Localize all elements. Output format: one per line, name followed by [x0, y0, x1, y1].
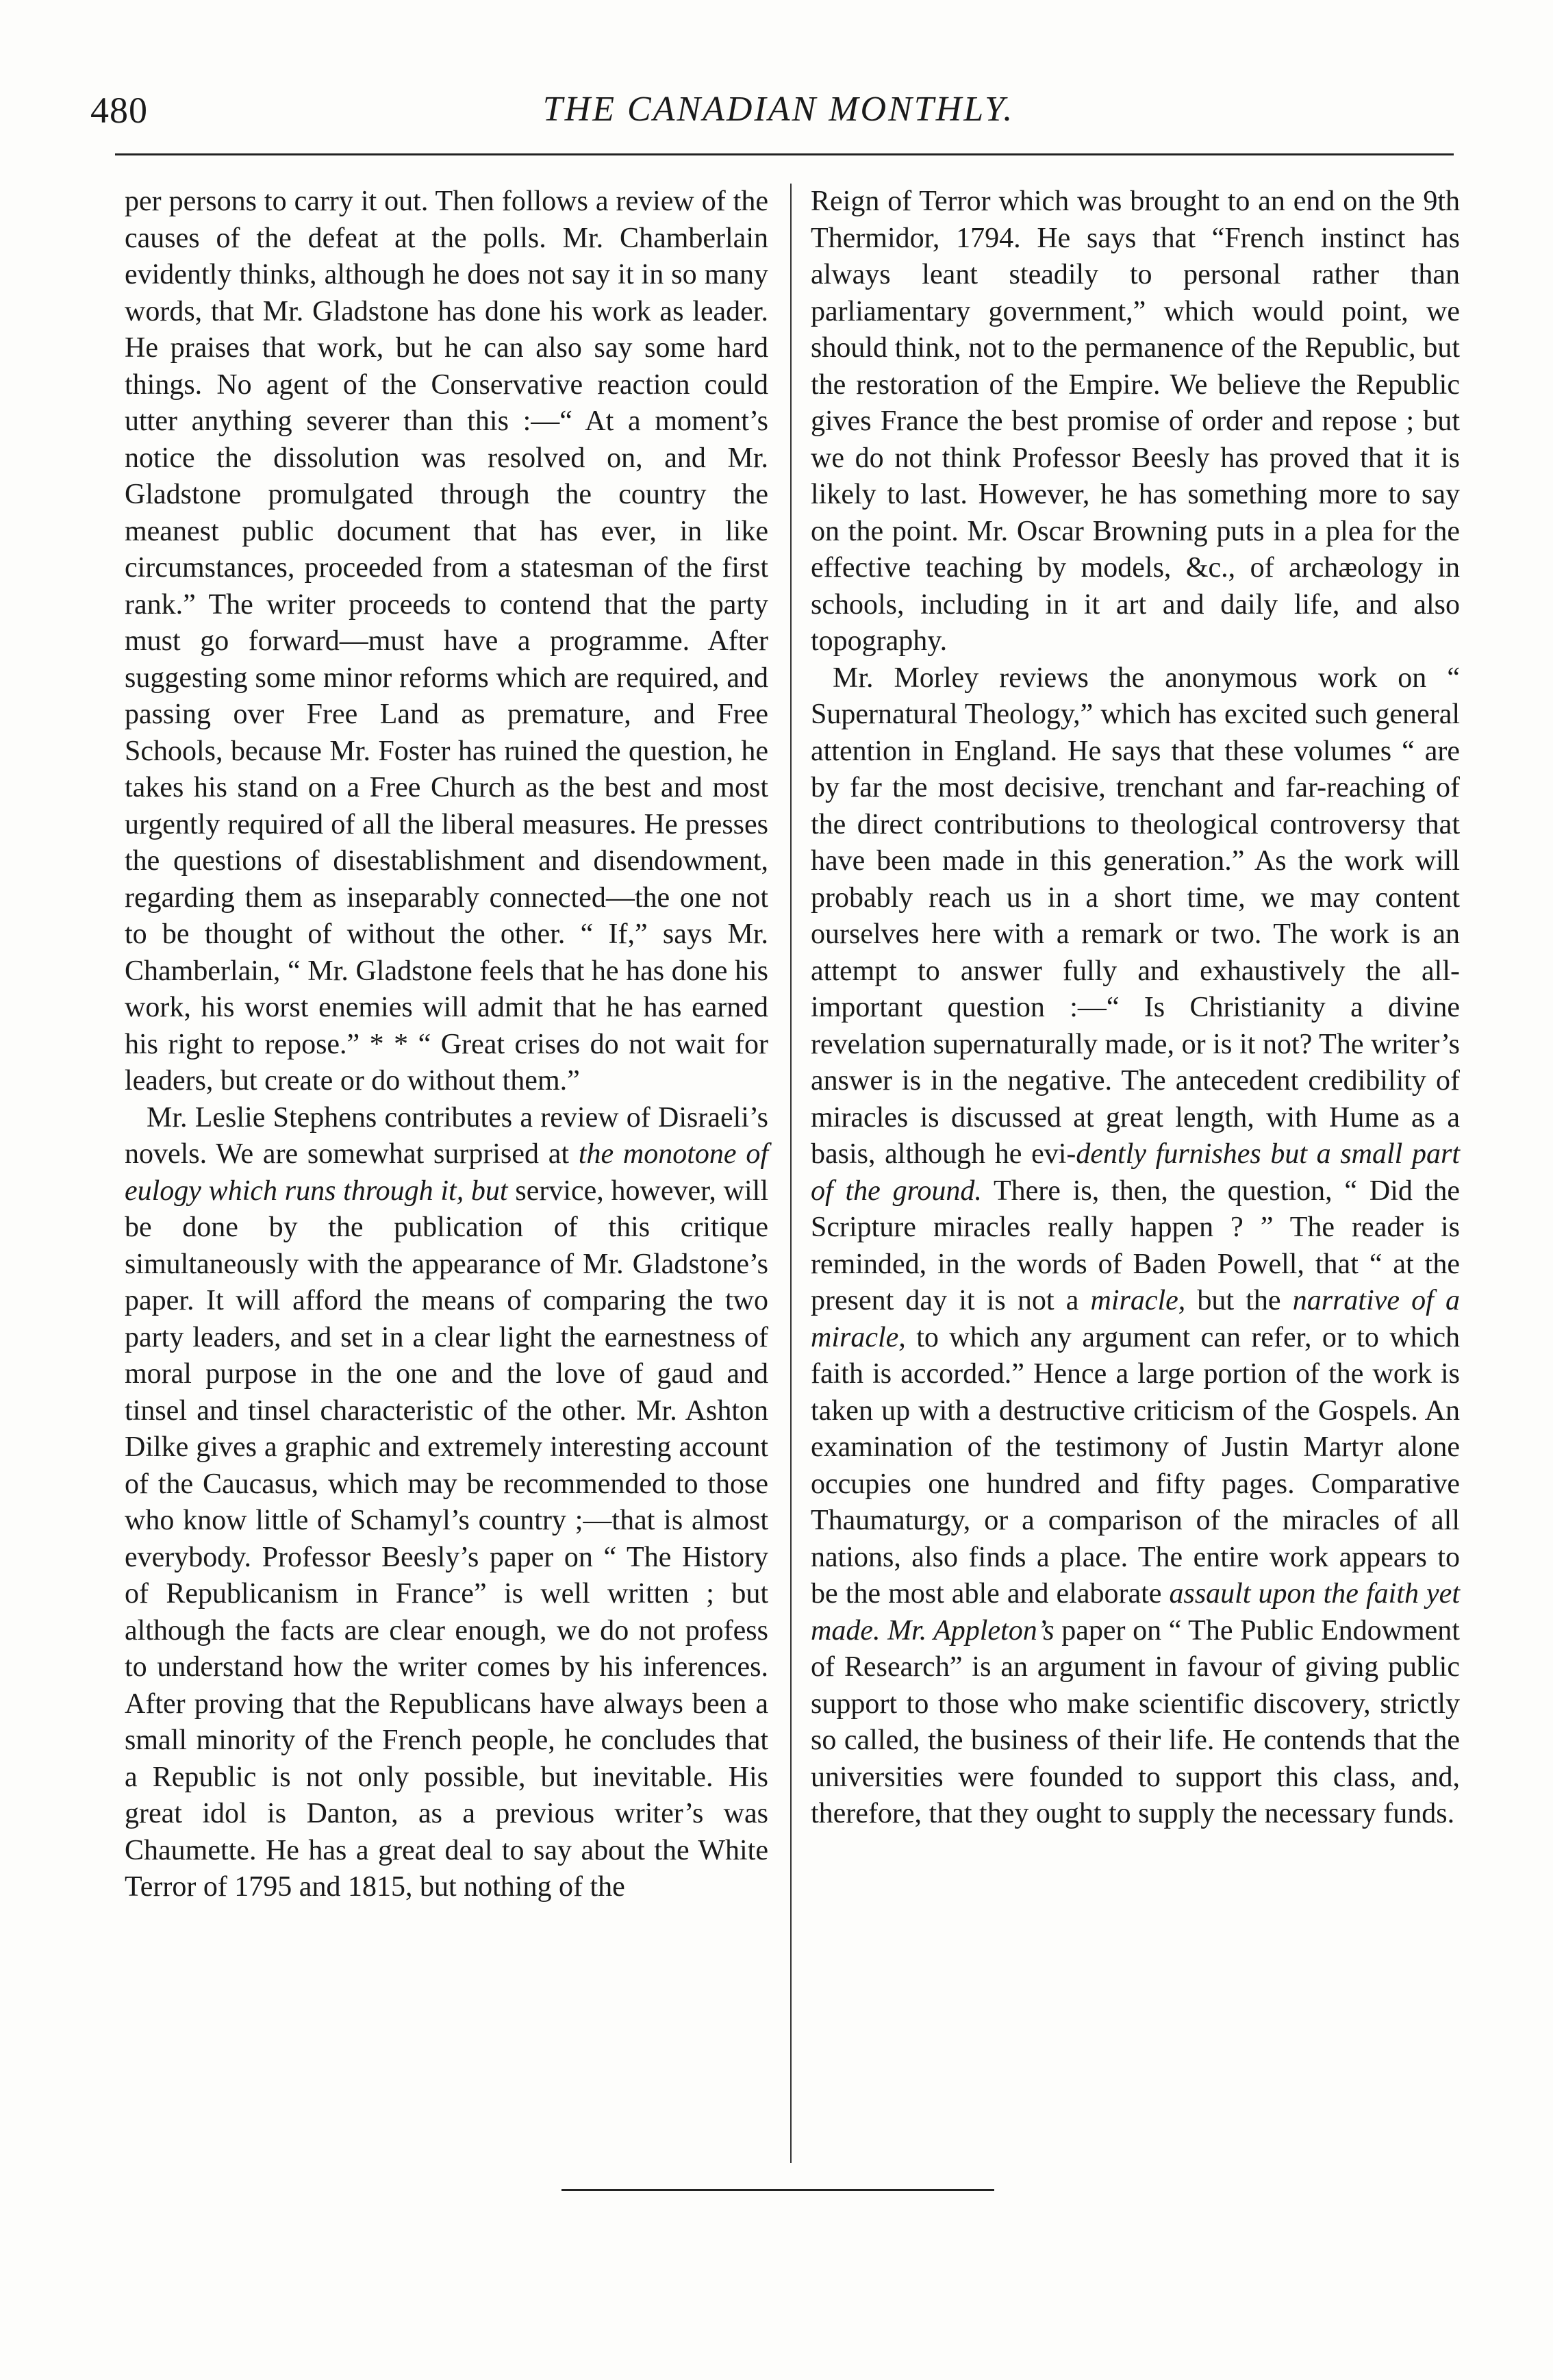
right-paragraph-2-text-b: There is, then, the question, “ Did the Scripture miracles really happen ? ” The reader is reminded, in the words of Baden Powell, that “ at the present day it is not a [811, 1175, 1461, 1316]
column-divider [790, 184, 792, 2163]
right-paragraph-2-text-d: to which any argument can refer, or to which faith is accorded.” Hence a large portion of the work is taken up with a destructive criticism of the Gospels. An examination of the testimony of Justin Martyr alone occupies one hundred and fifty pages. Comparative Thaumaturgy, or a comparison of the miracles of all nations, also finds a place. The entire work appears to be the most able and elaborate [811, 1321, 1460, 1609]
left-paragraph-2-text-a: Mr. Leslie Stephens contributes a review of Disraeli’s novels. We are somewhat surprised at [125, 1101, 768, 1170]
left-paragraph-2 [125, 1100, 768, 1906]
right-column [811, 184, 1460, 1833]
section-end-rule [561, 2189, 994, 2191]
page-number: 480 [90, 90, 148, 131]
header-rule [115, 153, 1454, 155]
right-paragraph-2-text-e: paper on “ The Public Endowment of Research” is an argument in favour of giving public support to those who make scientific discovery, strictly so called, the business of their life. He contends that the universities were founded to support this class, and, therefore, that they ought to supply the necessary funds. [811, 1614, 1460, 1829]
left-paragraph-2-italic: the monotone of eulogy which runs through it, but [125, 1138, 768, 1207]
right-paragraph-2-text-a: Mr. Morley reviews the anonymous work on “ Supernatural Theology,” which has excited such general attention in England. He says that these volumes “ are by far the most decisive, trenchant and far-reaching of the direct contributions to theological controversy that have been made in this generation.” As the work will probably reach us in a short time, we may content ourselves here with a remark or two. The work is an attempt to answer fully and exhaustively the all-important question :—“ Is Christianity a divine revelation supernaturally made, or is it not? The writer’s answer is in the negative. The antecedent credibility of miracles is discussed at great length, with Hume as a basis, although he evi- [811, 662, 1460, 1170]
page-header [90, 85, 1467, 147]
right-paragraph-2-italic-4: assault upon the faith yet made. Mr. Appleton’s [811, 1578, 1460, 1646]
left-paragraph-1: per persons to carry it out. Then follows a review of the causes of the defeat at the polls. Mr. Chamberlain evidently thinks, although he does not say it in so many words, that Mr. Gladstone has done his work as leader. He praises that work, but he can also say some hard things. No agent of the Conservative reaction could utter anything severer than this :—“ At a moment’s notice the dissolution was resolved on, and Mr. Gladstone promulgated through the country the meanest public document that has ever, in like circumstances, proceeded from a statesman of the first rank.” The writer proceeds to contend that the party must go forward—must have a programme. After suggesting some minor reforms which are required, and passing over Free Land as premature, and Free Schools, because Mr. Foster has ruined the question, he takes his stand on a Free Church as the best and most urgently required of all the liberal measures. He presses the questions of disestablishment and disendowment, regarding them as inseparably connected—the one not to be thought of without the other. “ If,” says Mr. Chamberlain, “ Mr. Gladstone feels that he has done his work, his worst enemies will admit that he has earned his right to repose.” * * “ Great crises do not wait for leaders, but create or do without them.” [125, 186, 768, 1097]
right-paragraph-2-italic-3: narrative of a miracle, [811, 1285, 1460, 1353]
right-paragraph-2-italic-2: miracle, [1090, 1285, 1186, 1316]
left-paragraph-2-text-b: service, however, will be done by the publication of this critique simultaneously with the appearance of Mr. Gladstone’s paper. It will afford the means of comparing the two party leaders, and set in a clear light the earnestness of moral purpose in the one and the love of gaud and tinsel and tinsel characteristic of the other. Mr. Ashton Dilke gives a graphic and extremely interesting account of the Caucasus, which may be recommended to those who know little of Schamyl’s country ;—that is almost everybody. Professor Beesly’s paper on “ The History of Republicanism in France” is well written ; but although the facts are clear enough, we do not profess to understand how the writer comes by his inferences. After proving that the Republicans have always been a small minority of the French people, he concludes that a Republic is not only possible, but inevitable. His great idol is Danton, as a previous writer’s was Chaumette. He has a great deal to say about the White Terror of 1795 and 1815, but nothing of the [125, 1175, 768, 1903]
running-title: THE CANADIAN MONTHLY. [542, 90, 1015, 129]
right-paragraph-2-text-c: but the [1185, 1285, 1293, 1316]
right-paragraph-1: Reign of Terror which was brought to an end on the 9th Thermidor, 1794. He says that “French instinct has always leant steadily to personal rather than parliamentary government,” which would point, we should think, not to the permanence of the Republic, but the restoration of the Empire. We believe the Republic gives France the best promise of order and repose ; but we do not think Professor Beesly has proved that it is likely to last. However, he has something more to say on the point. Mr. Oscar Browning puts in a plea for the effective teaching by models, &c., of archæology in schools, including in it art and daily life, and also topography. [811, 186, 1460, 657]
right-paragraph-2-italic-1: dently furnishes but a small part of the ground. [811, 1138, 1460, 1207]
left-column [125, 184, 768, 1906]
right-paragraph-2 [811, 660, 1460, 1833]
